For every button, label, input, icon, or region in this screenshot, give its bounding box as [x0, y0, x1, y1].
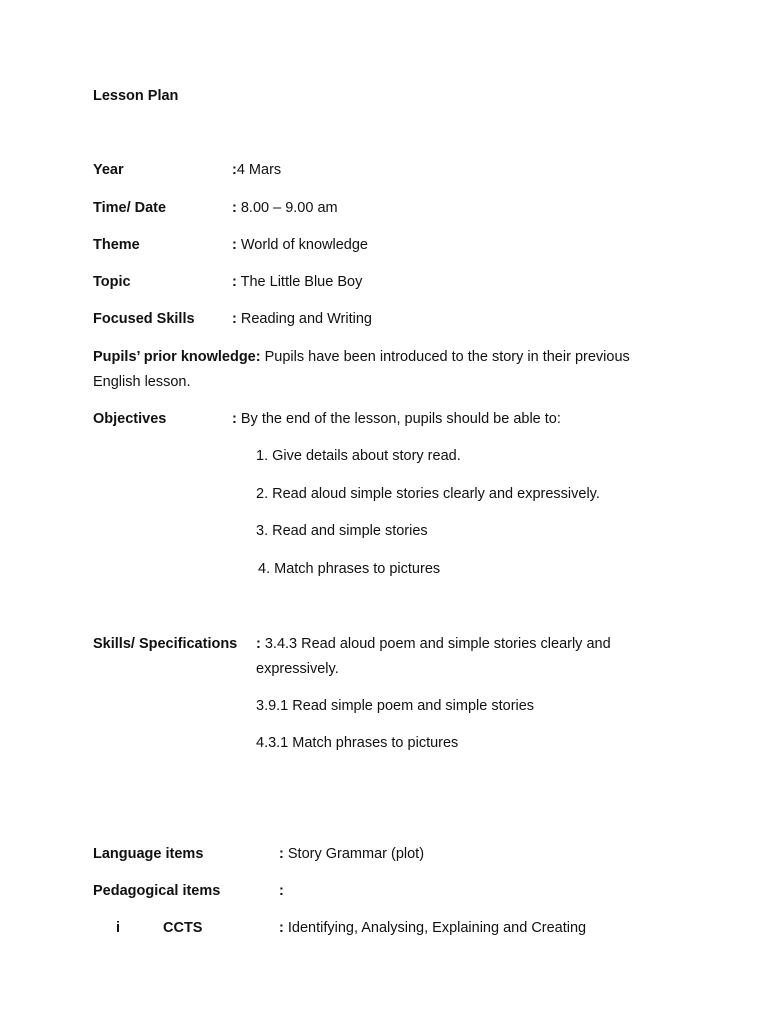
theme-row-value: [232, 236, 368, 254]
pedagogical-items-label: Pedagogical items: [93, 883, 221, 899]
objectives-intro-row: [232, 410, 561, 428]
objective-item-1: 1. Give details about story read.: [256, 448, 461, 464]
focused-skills-value: Reading and Writing: [236, 311, 372, 327]
focused-skills-label: Focused Skills: [93, 311, 195, 327]
year-label: Year: [93, 162, 124, 178]
theme-label: Theme: [93, 237, 140, 253]
objective-item-2: 2. Read aloud simple stories clearly and expressively.: [256, 486, 600, 502]
skills-item-2: 3.9.1 Read simple poem and simple stories: [256, 698, 535, 714]
topic-row-value: [232, 273, 362, 291]
theme-value: World of knowledge: [236, 237, 368, 253]
skills-item-1-line-2: expressively.: [256, 661, 339, 677]
prior-knowledge-label: Pupils’ prior knowledge:: [93, 349, 261, 365]
year-separator: :: [232, 162, 237, 178]
topic-label: Topic: [93, 274, 131, 290]
language-items-row-value: [279, 845, 424, 863]
pedagogical-items-separator: :: [279, 883, 284, 899]
ccts-numeral: i: [116, 920, 121, 936]
ccts-label: CCTS: [163, 920, 203, 936]
objectives-intro: By the end of the lesson, pupils should be able to:: [236, 411, 561, 427]
time-date-label: Time/ Date: [93, 200, 167, 216]
ccts-value: Identifying, Analysing, Explaining and Creating: [283, 920, 587, 936]
skills-label: Skills/ Specifications: [93, 636, 238, 652]
prior-knowledge-text: Pupils have been introduced to the story in their previous: [260, 349, 630, 365]
focused-skills-separator: :: [232, 311, 237, 327]
time-date-row-value: [232, 199, 338, 217]
skills-item-1-text: 3.4.3 Read aloud poem and simple stories clearly and: [260, 636, 611, 652]
skills-item-3: 4.3.1 Match phrases to pictures: [256, 735, 459, 751]
objectives-separator: :: [232, 411, 237, 427]
language-items-label: Language items: [93, 846, 204, 862]
prior-knowledge-line-1: [93, 348, 630, 366]
prior-knowledge-line-2: English lesson.: [93, 374, 191, 390]
language-items-value: Story Grammar (plot): [283, 846, 425, 862]
skills-separator: :: [256, 636, 261, 652]
year-value: 4 Mars: [236, 162, 282, 178]
ccts-separator: :: [279, 920, 284, 936]
skills-item-1-line-1: [256, 635, 611, 653]
focused-skills-row-value: [232, 310, 372, 328]
theme-separator: :: [232, 237, 237, 253]
language-items-separator: :: [279, 846, 284, 862]
topic-separator: :: [232, 274, 237, 290]
time-date-value: 8.00 – 9.00 am: [236, 200, 338, 216]
objective-item-3: 3. Read and simple stories: [256, 523, 428, 539]
year-row-value: [232, 161, 281, 179]
time-date-separator: :: [232, 200, 237, 216]
ccts-row-value: [279, 919, 586, 937]
objective-item-4: 4. Match phrases to pictures: [258, 561, 441, 577]
document-title: Lesson Plan: [93, 88, 179, 104]
objectives-label: Objectives: [93, 411, 167, 427]
topic-value: The Little Blue Boy: [236, 274, 363, 290]
